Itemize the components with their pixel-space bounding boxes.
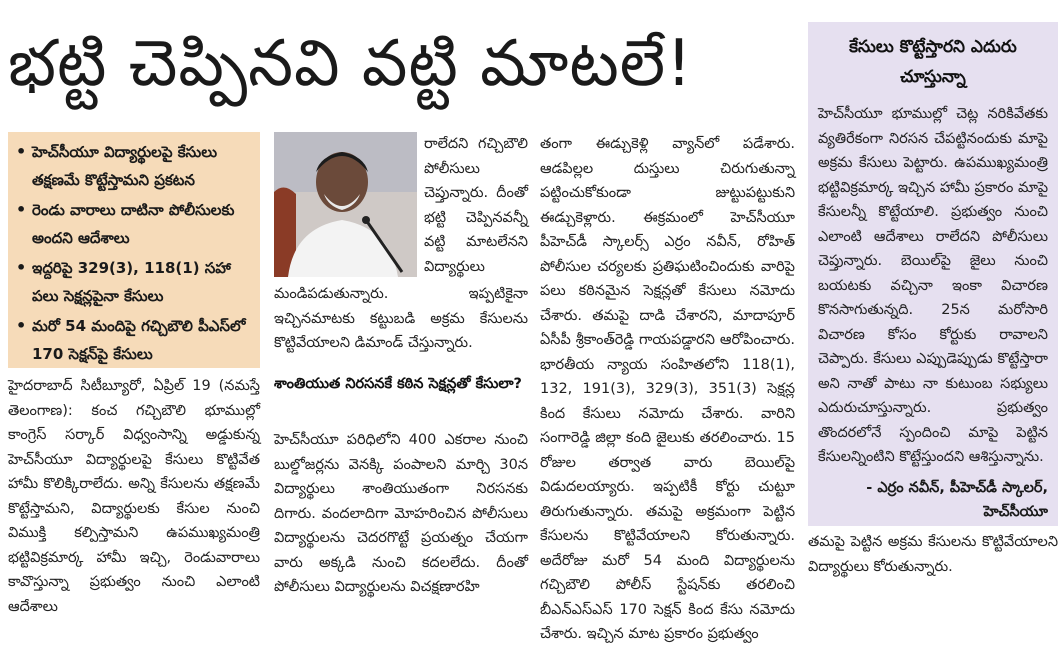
person-photo xyxy=(274,132,417,277)
quote-box xyxy=(808,22,1058,526)
article-column-2-top: రాలేదని గచ్చిబౌలి పోలీసులు చెప్తున్నారు. దీంతో భట్టి చెప్పినవన్నీ వట్టి మాటలేనని విద్యార్థులు xyxy=(424,136,528,275)
highlight-item xyxy=(16,138,252,194)
person-photo-icon xyxy=(274,132,417,277)
highlight-text: మరో 54 మందిపై గచ్చిబౌలి పీఎస్‌లో 170 సెక్షన్‌పై కేసులు xyxy=(32,317,246,363)
headline: భట్టి చెప్పినవి వట్టి మాటలే! xyxy=(8,27,693,101)
subheading: శాంతియుత నిరసనకే కఠిన సెక్షన్లతో కేసులా? xyxy=(274,376,522,392)
bullet-icon: • xyxy=(16,142,27,161)
bullet-icon: • xyxy=(16,258,27,277)
highlight-text: హెచ్‌సీయూ విద్యార్థులపై కేసులు తక్షణమే కొట్టేస్తామని ప్రకటన xyxy=(32,143,218,189)
highlight-text: రెండు వారాలు దాటినా పోలీసులకు అందని ఆదేశాలు xyxy=(32,201,235,247)
highlight-item xyxy=(16,196,252,252)
article-column-2-middle: మండిపడుతున్నారు. ఇప్పటికైనా ఇచ్చినమాటకు కట్టుబడి అక్రమ కేసులను కొట్టివేయాలని డిమాండ్ చేస్తున్నారు. xyxy=(274,286,528,351)
quote-body: హెచ్‌సీయూ భూముల్లో చెట్ల నరికివేతకు వ్యతిరేకంగా నిరసన చేపట్టినందుకు మాపై అక్రమ కేసులు పెట్టారు. ఉపముఖ్యమంత్రి భట్టివిక్రమార్క ఇచ్చిన హామీ ప్రకారం మాపై కేసులన్నీ కొట్టేయాలి. ప్రభుత్వం నుంచి ఎలాంటి ఆదేశాలు రాలేదని పోలీసులు చెప్తున్నారు. బెయిల్‌పై జైలు నుంచి బయటకు వచ్చినా ఇంకా విచారణ కొనసాగుతున్నది. 25న మరోసారి విచారణ కోసం కోర్టుకు రావాలని చెప్పారు. కేసులు ఎప్పుడెప్పుడు కొట్టేస్తారా అని నాతో పాటు నా కుటుంబ సభ్యులు ఎదురుచూస్తున్నారు. ప్రభుత్వం తొందరలోనే స్పందించి మాపై పెట్టిన కేసులన్నింటిని కొట్టేస్తుందని ఆశిస్తున్నాను. xyxy=(818,106,1048,465)
highlight-text: ఇద్దరిపై 329(3), 118(1) సహా పలు సెక్షన్లపైనా కేసులు xyxy=(32,259,231,305)
quote-signature: - ఎర్రం నవీన్, పీహెచ్‌డీ స్కాలర్, హెచ్‌సీయూ xyxy=(866,479,1048,520)
highlight-item xyxy=(16,254,252,310)
bullet-icon: • xyxy=(16,316,27,335)
article-column-2-bottom: హెచ్‌సీయూ పరిధిలోని 400 ఎకరాల నుంచి బుల్డోజర్లను వెనక్కి పంపాలని మార్చి 30న విద్యార్థులు శాంతియుతంగా నిరసనకు దిగారు. వందలాదిగా మోహరించిన పోలీసులు విద్యార్థులను చెదరగొట్టే ప్రయత్నం చేయగా వారు అక్కడి నుంచి కదలలేదు. దీంతో పోలీసులు విద్యార్థులను విచక్షణారహి xyxy=(274,432,528,595)
highlight-item xyxy=(16,312,252,368)
article-column-1: హైదరాబాద్ సిటీబ్యూరో, ఏప్రిల్ 19 (నమస్తే తెలంగాణ): కంచ గచ్చిబౌలి భూముల్లో కాంగ్రెస్ సర్కార్ విధ్వంసాన్ని అడ్డుకున్న హెచ్‌సీయూ విద్యార్థులపై కేసులు కొట్టివేత హామీ కొలిక్కిరాలేదు. అన్ని కేసులను తక్షణమే కొట్టేస్తామని, విద్యార్థులకు కేసుల నుంచి విముక్తి కల్పిస్తామని ఉపముఖ్యమంత్రి భట్టివిక్రమార్క హామీ ఇచ్చి, రెండువారాలు కావొస్తున్నా ప్రభుత్వం నుంచి ఎలాంటి ఆదేశాలు xyxy=(8,378,260,615)
highlights-box xyxy=(8,132,260,368)
bullet-icon: • xyxy=(16,200,27,219)
quote-title: కేసులు కొట్టేస్తారని ఎదురు చూస్తున్నా xyxy=(849,37,1017,87)
article-column-3: తంగా ఈడ్చుకెళ్లి వ్యాన్‌లో పడేశారు. ఆడపిల్లల దుస్తులు చిరుగుతున్నా పట్టించుకోకుండా జుట్టుపట్టుకుని ఈడ్చుకెళ్లారు. ఈక్రమంలో హెచ్‌సీయూ పీహెచ్‌డీ స్కాలర్స్ ఎర్రం నవీన్, రోహిత్ పోలీసుల చర్యలకు ప్రతిఘటించిందుకు వారిపై పలు కఠినమైన సెక్షన్లతో కేసులు నమోదు చేశారు. తమపై దాడి చేశారని, మాదాపూర్ ఏసీపీ శ్రీకాంత్‌రెడ్డి గాయపడ్డారని ఆరోపించారు. భారతీయ న్యాయ సంహితలోని 118(1), 132, 191(3), 329(3), 351(3) సెక్షన్ల కింద కేసులు నమోదు చేశారు. వారిని సంగారెడ్డి జిల్లా కంది జైలుకు తరలించారు. 15 రోజుల తర్వాత వారు బెయిల్‌పై విడుదలయ్యారు. ఇప్పటికీ కోర్టు చుట్టూ తిరుగుతున్నారు. తమపై అక్రమంగా పెట్టిన కేసులను కొట్టివేయాలని కోరుతున్నారు. అదేరోజు మరో 54 మంది విద్యార్థులను గచ్చిబౌలి పోలీస్ స్టేషన్‌కు తరలించి బీఎన్‌ఎస్ఎస్ 170 సెక్షన్ కింద కేసు నమోదు చేశారు. ఇచ్చిన మాట ప్రకారం ప్రభుత్వం xyxy=(540,136,795,642)
article-column-4-tail: తమపై పెట్టిన అక్రమ కేసులను కొట్టివేయాలని విద్యార్థులు కోరుతున్నారు. xyxy=(808,534,1058,575)
